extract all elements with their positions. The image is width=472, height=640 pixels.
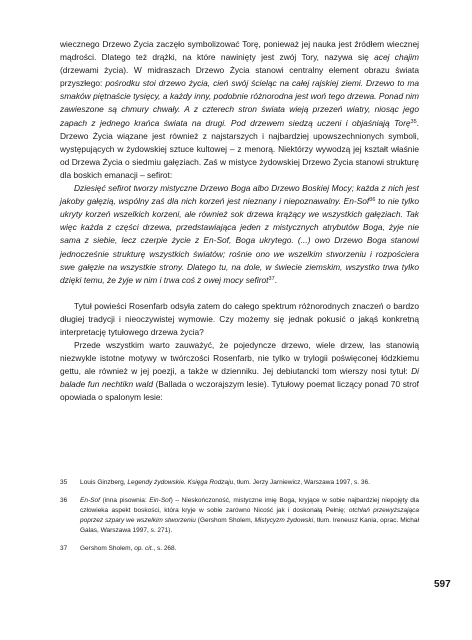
footnote-number: 36	[60, 497, 68, 504]
italic-text: Legendy żydowskie. Księga Rodzaju	[127, 479, 234, 486]
block-quote	[60, 182, 419, 287]
text-run: , tłum. Ireneusz Kania, oprac. Michał Galas, Warszawa 1997, s. 271).	[80, 517, 419, 534]
italic-text: op. cit.	[134, 545, 154, 552]
footnote-number: 37	[60, 545, 68, 552]
italic-text: Dziesięć sefirot tworzy mistyczne Drzewo Boga albo Drzewo Boskiej Mocy; każda z nich jest jakoby gałęzią, wspólny zaś dla nich korzeń jest nieznany i niepoznawalny. En-Sof	[60, 183, 419, 207]
text-run: , s. 268.	[153, 545, 177, 552]
footnote	[60, 496, 419, 536]
paragraph	[60, 300, 419, 339]
footnote-text	[80, 544, 419, 554]
text-run: wiecznego Drzewo Życia zaczęło symbolizować Torę, ponieważ jej nauka jest źródłem wiecznej mądrości. Dlatego też drążki, na które nawinięty jest zwój Tory, nazywa się	[60, 39, 419, 63]
italic-text: Mistycyzm żydowski	[254, 517, 314, 524]
footnote	[60, 544, 419, 554]
text-run: Louis Ginzberg,	[80, 479, 128, 486]
footnote	[60, 478, 419, 488]
text-run: (Ballada o wczorajszym lesie). Tytułowy poemat liczący ponad 70 strof opowiada o spalonym lesie:	[60, 379, 419, 403]
text-run: , tłum. Jerzy Jarniewicz, Warszawa 1997, s. 36.	[233, 479, 370, 486]
italic-text: Ein-Sof	[149, 497, 171, 504]
footnote-ref: 37	[268, 275, 275, 282]
paragraph	[60, 38, 419, 182]
italic-text: En-Sof	[80, 497, 100, 504]
footnote-text	[80, 478, 419, 488]
italic-text: Di balade fun nechtikn wald	[60, 366, 419, 390]
text-run: (Gershom Sholem,	[195, 517, 255, 524]
main-text	[60, 38, 419, 405]
italic-text: acej chajim	[374, 52, 419, 63]
footnote-number: 35	[60, 479, 68, 486]
footnote-ref: 35	[410, 118, 417, 125]
text-run: ) – Nieskończoność, mistyczne imię Boga, kryjące w sobie najbardziej niepojęty dla człowieka aspekt boskości, która kryje w sobie zarówno Nicość jak i doskonałą Pełnię;	[80, 497, 419, 514]
text-run: Gershom Sholem,	[80, 545, 135, 552]
italic-text: otchłań przewyższająca poprzez szpary we wszelkim stworzeniu	[80, 507, 419, 524]
page-number: 597	[434, 579, 451, 590]
text-run: .	[274, 274, 277, 285]
footnotes	[60, 478, 419, 562]
text-run: Tytuł powieści Rosenfarb odsyła zatem do całego spektrum różnorodnych znaczeń o bardzo długiej tradycji i nieoczywistej wymowie. Czy możemy się jednak pokusić o jakąś konkretną interpretację tytułowego drzewa życia?	[60, 300, 419, 337]
text-run: Przede wszystkim warto zauważyć, że pojedyncze drzewo, wiele drzew, las stanowią niezwykle istotne motywy w twórczości Rosenfarb, nie tylko w trylogii poświęconej łódzkiemu gettu, ale również w jej poezji, a także w dzienniku. Jej debiutancki tom wierszy nosi tytuł:	[60, 340, 419, 377]
italic-text: to nie tylko ukryty korzeń wszelkich korzeni, ale również sok drzewa krążący we wszystkich gałęziach. Tak więc każda z części drzewa, przedstawiająca jeden z mistycznych atrybutów Boga, żyje nie sama z siebie, lecz czerpie życie z En-Sof, Boga ukrytego. (...) owo Drzewo Boga stanowi jednocześnie strukturę wszystkich światów; rośnie ono we wszelkim stworzeniu i rozpościera swe gałęzie na wszystkie strony. Dlatego tu, na dole, w świecie ziemskim, wszystko trwa tylko dzięki temu, że żyje w nim i trwa coś z owej mocy sefirot	[60, 196, 419, 285]
footnote-ref: 36	[369, 197, 376, 204]
text-run: . Drzewo Życia wiązane jest również z najstarszych i najbardziej upowszechnionych symboli, występujących w żydowskiej sztuce kultowej – z menorą. Niektórzy wywodzą jej kształt właśnie od Drzewa Życia o siedmiu gałęziach. Zaś w mistyce żydowskiej Drzewo Życia stanowi strukturę dla boskich emanacji – sefirot:	[60, 117, 419, 180]
paragraph	[60, 339, 419, 404]
text-run: (drzewami życia). W midraszach Drzewo Życia stanowi centralny element obrazu świata przyszłego:	[60, 65, 419, 89]
footnote-text	[80, 496, 419, 536]
text-run: (inna pisownia:	[99, 497, 150, 504]
italic-text: pośrodku stoi drzewo życia, cień swój ścieląc na całej rajskiej ziemi. Drzewo to ma smaków piętnaście tysięcy, a każdy inny, podobnie różnorodna jest woń tego drzewa. Ponad nim zawieszone są chmury chwały. A z czterech stron świata wieją przezeń wiatry, niosąc jego zapach z jednego krańca świata na drugi. Pod drzewem siedzą uczeni i objaśniają Torę	[60, 78, 419, 128]
